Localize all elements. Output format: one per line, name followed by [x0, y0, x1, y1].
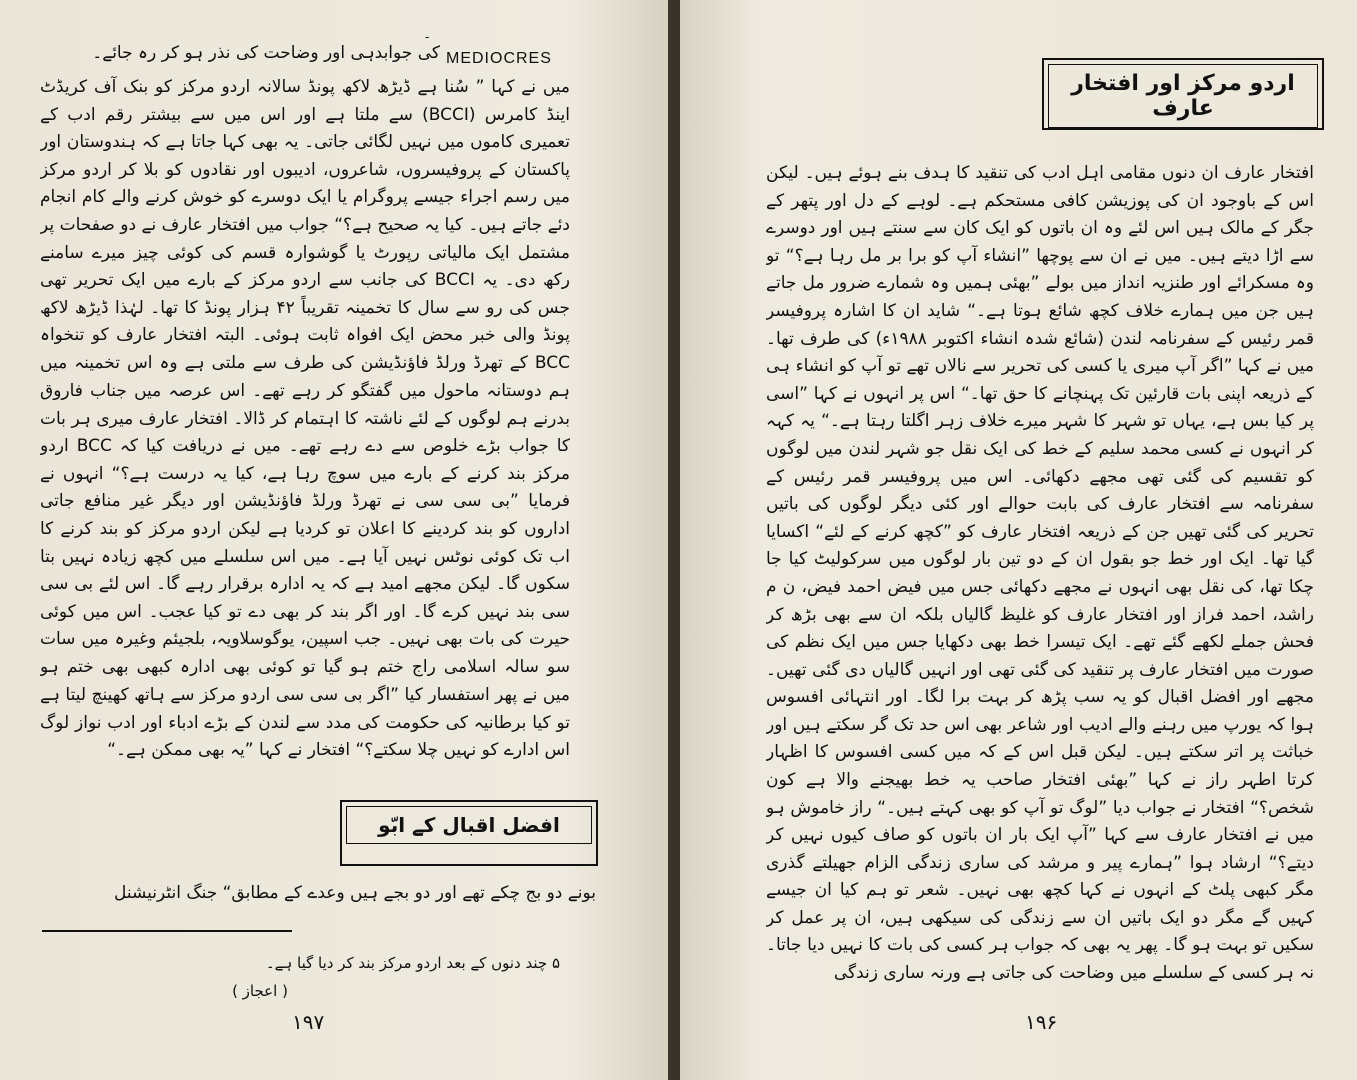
running-header-urdu: کی جوابدہی اور وضاحت کی نذر ہو کر رہ جائے۔: [92, 43, 440, 63]
left-paragraph-2: ہم دوستانہ ماحول میں گفتگو کر رہے تھے۔ اس عرصہ میں جناب فاروق بدرنے ہم لوگوں کے لئے ناشتہ کا اہتمام کر ڈالا۔ افتخار عارف میری ہر بات کا جواب بڑے خلوص سے دے رہے تھے۔ میں نے دریافت کیا کہ BCC اردو مرکز بند کرنے کے بارے میں سوچ رہا ہے، کیا یہ درست ہے؟“ انہوں نے فرمایا ”بی سی سی نے تھرڈ ورلڈ فاؤنڈیشن اور دیگر غیر منافع جاتی اداروں کو بند کردینے کا اعلان تو کردیا ہے لیکن اردو مرکز کو بند کرنے کا اب تک کوئی نوٹس نہیں آیا ہے۔ میں اس سلسلے میں کچھ زیادہ نہیں بتا سکوں گا۔ لیکن مجھے امید ہے کہ یہ ادارہ برقرار رہے گا۔ اس لئے بی سی سی بند نہیں کرے گا۔ اور اگر بند کر بھی دے تو کیا عجب۔ اس میں کوئی حیرت کی بات بھی نہیں۔ جب اسپین، یوگوسلاویہ، بلجیئم وغیرہ میں سات سو سالہ اسلامی راج ختم ہو گیا تو کوئی بھی ادارہ کبھی بھی ختم ہو: [40, 381, 570, 677]
footnote-credit: ( اعجاز ): [232, 982, 288, 1000]
left-body: [40, 74, 570, 765]
page-number: ۱۹۷: [292, 1012, 325, 1034]
right-paragraph-1: افتخار عارف ان دنوں مقامی اہل ادب کی تنقید کا ہدف بنے ہوئے ہیں۔ لیکن اس کے باوجود ان کی پوزیشن کافی مستحکم ہے۔ لوہے کے دل اور پتھر کے جگر کے مالک ہیں اس لئے وہ ان باتوں کو ایک کان سے سنتے ہیں اور دوسرے سے اڑا دیتے ہیں۔ میں نے ان سے پوچھا ”انشاء آپ کو برا بر مل رہا ہے؟“ تو وہ مسکرائے اور طنزیہ انداز میں بولے ”بھئی ہمیں وہ شمارے ضرور مل جاتے ہیں جن میں ہمارے خلاف کچھ شائع ہوتا ہے۔“ شاید ان کا اشارہ پروفیسر قمر رئیس کے سفرنامہ لندن (شائع شدہ انشاء اکتوبر ۱۹۸۸ء) کی طرف تھا۔ میں نے کہا ”اگر آپ میری یا کسی کی تحریر سے نالاں تھے تو آپ کو انشاء ہی کے ذریعہ اپنی بات قارئین تک پہنچانے کا حق تھا۔“ اس پر انہوں نے کہا ”اسی پر کیا بس ہے، یہاں تو شہر کا شہر میرے خلاف زہر اگلتا رہتا ہے۔“ یہ کہہ کر انہوں نے کسی محمد سلیم کے خط کی ایک نقل جو شہر لندن میں لوگوں کو تقسیم کی گئی تھی مجھے دکھائی۔ اس میں پروفیسر قمر رئیس کے سفرنامہ سے افتخار عارف کی بابت حوالے اور کئی دیگر لوگوں کی باتیں تحریر کی گئی تھیں جن کے ذریعہ افتخار عارف کو ”کچھ کرنے کے لئے“ اکسایا گیا تھا۔ ایک اور خط جو بقول ان کے دو تین بار لوگوں میں سرکولیٹ کیا جا چکا تھا، کی نقل بھی انہوں نے مجھے دکھائی جس میں فیض احمد فیض، ن م راشد، احمد فراز اور افتخار عارف کو غلیظ گالیاں بلکہ ان سے بھی بڑھ کر فحش جملے لکھے گئے تھے۔ ایک تیسرا خط بھی دکھایا جس میں ایک نظم کی صورت میں افتخار عارف پر تنقید کی گئی تھی اور انہیں گالیاں دی گئی تھیں۔ مجھے اور افضل اقبال کو یہ سب پڑھ کر بہت برا لگا۔ اور انتہائی افسوس ہوا کہ یورپ میں رہنے والے ادیب اور شاعر بھی اس حد تک گر سکتے ہیں اور خباثت پر اتر سکتے ہیں۔ لیکن قبل اس کے کہ میں کسی افسوس کا اظہار کرتا اطہر راز نے کہا ”بھئی افتخار صاحب یہ خط بھیجنے والا ہے کون شخص؟“ افتخار نے جواب دیا ”لوگ تو آپ کو بھی کہتے ہیں۔“ راز خاموش ہو: [766, 163, 1314, 818]
right-page: [680, 0, 1357, 1080]
right-paragraph-2: میں نے افتخار عارف سے کہا ”آپ ایک بار ان باتوں کو صاف کیوں نہیں کر دیتے؟“ ارشاد ہوا ”ہمارے پیر و مرشد کی ساری زندگی الزام جھیلتے گذری مگر کبھی پلٹ کے انہوں نے کہا کچھ بھی نہیں۔ شعر تو ہم کیا ان جیسے کہیں گے مگر دو ایک باتیں ان سے زندگی کی سیکھی ہیں، ان پر عمل کر سکیں تو بہت ہو گا۔ پھر یہ بھی کہ جواب ہر کسی کی بات کا نہیں دیا جاتا۔ نہ ہر کسی کے سلسلے میں وضاحت کی جاتی ہے ورنہ ساری زندگی: [766, 825, 1314, 983]
book-spine: [668, 0, 680, 1080]
section-title-box: [340, 800, 598, 866]
footnote: ۵ چند دنوں کے بعد اردو مرکز بند کر دیا گیا ہے۔: [265, 954, 560, 972]
right-body: [766, 160, 1314, 988]
chapter-title: اردو مرکز اور افتخار عارف: [1048, 64, 1318, 128]
page-number: ۱۹۶: [1025, 1012, 1058, 1034]
header-dash: -: [425, 30, 430, 44]
left-paragraph-3: میں نے پھر استفسار کیا ”اگر بی سی سی اردو مرکز سے ہاتھ کھینچ لیتا ہے تو کیا برطانیہ کی حکومت کی مدد سے لندن کے بڑے ادباء اور ادب نواز لوگ اس ادارے کو نہیں چلا سکتے؟“ افتخار نے کہا ”یہ بھی ممکن ہے۔“: [40, 685, 570, 761]
left-paragraph-1: میں نے کہا ” سُنا ہے ڈیڑھ لاکھ پونڈ سالانہ اردو مرکز کو بنک آف کریڈٹ اینڈ کامرس (BCCI) سے ملتا ہے اور اس میں سے بیشتر رقم ادب کے تعمیری کاموں میں نہیں لگائی جاتی۔ یہ بھی کہا جاتا ہے کہ ہندوستان اور پاکستان کے پروفیسروں، شاعروں، ادیبوں اور نقادوں کو بلا کر اردو مرکز میں رسم اجراء جیسے پروگرام یا ایک دوسرے کو خوش کرنے والے کام انجام دئے جاتے ہیں۔ کیا یہ صحیح ہے؟“ جواب میں افتخار عارف نے دو صفحات پر مشتمل ایک مالیاتی رپورٹ یا گوشوارہ قسم کی کوئی چیز میرے سامنے رکھ دی۔ یہ BCCI کی جانب سے اردو مرکز کے بارے میں ایک تحریر تھی جس کی رو سے سال کا تخمینہ تقریباً ۴۲ ہزار پونڈ کا تھا۔ لہٰذا ڈیڑھ لاکھ پونڈ والی خبر محض ایک افواہ ثابت ہوئی۔ البتہ افتخار عارف کو تنخواہ BCC کے تھرڈ ورلڈ فاؤنڈیشن کی طرف سے ملتی ہے وہ اس تخمینہ میں: [40, 77, 570, 373]
chapter-title-box: [1042, 58, 1324, 130]
quote-line: بونے دو بج چکے تھے اور دو بجے ہیں وعدے کے مطابق“ جنگ انٹرنیشنل: [113, 883, 596, 903]
footnote-rule: [42, 930, 292, 932]
section-title: افضل اقبال کے ابّو: [346, 806, 592, 844]
running-header-latin: MEDIOCRES: [446, 50, 552, 67]
left-page: [0, 0, 668, 1080]
